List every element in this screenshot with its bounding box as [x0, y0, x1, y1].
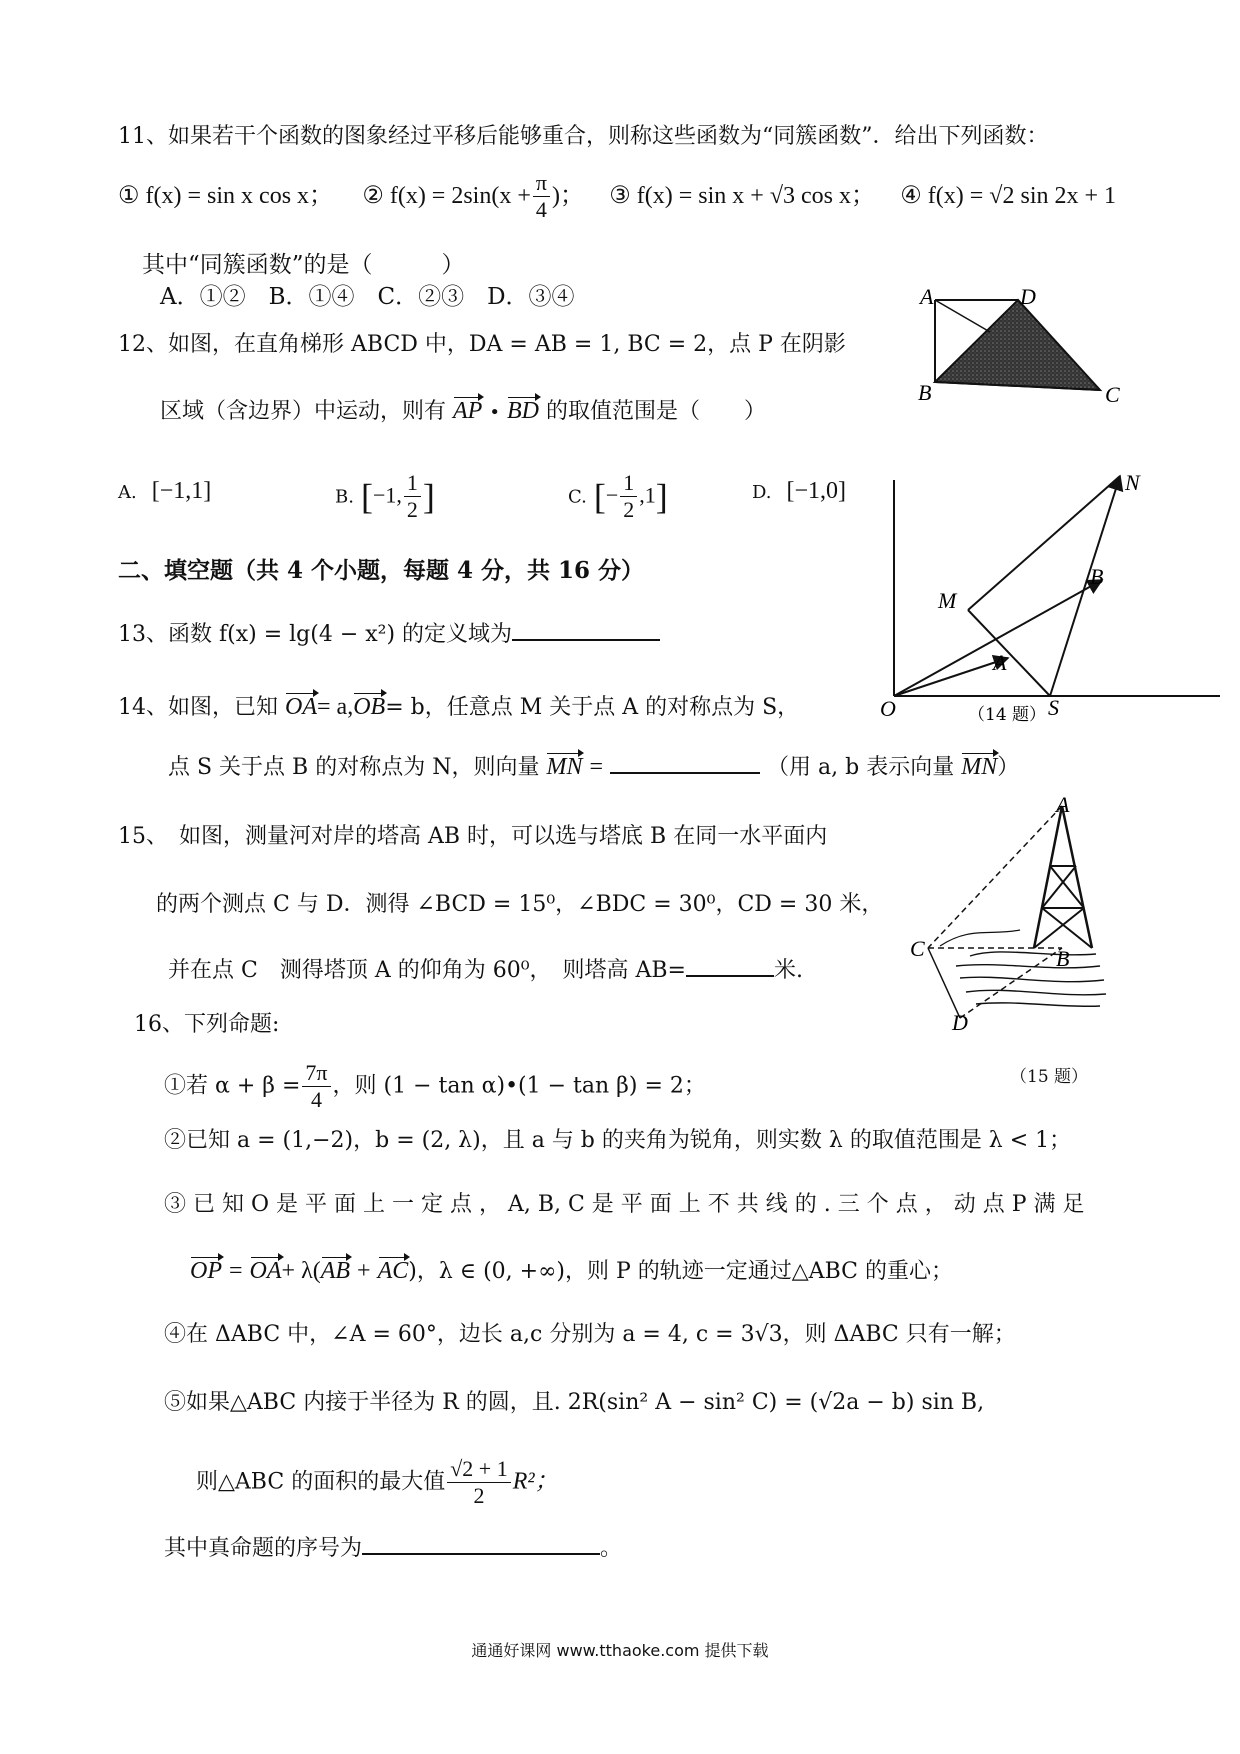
q16-prop3-line1: ③ 已 知 O 是 平 面 上 一 定 点 ， A, B, C 是 平 面 上 不 共 线 的 . 三 个 点 ， 动 点 P 满 足 [164, 1192, 1085, 1217]
q11-f4: ④ f(x) = √2 sin 2x + 1 [900, 183, 1117, 209]
q14-label-N: N [1125, 470, 1140, 495]
q12-option-B: B. [−1, $\frac{1}{2}$ ] [335, 470, 435, 522]
q15-label-D: D [952, 1010, 968, 1031]
q14-caption: （14 题） [968, 705, 1047, 725]
q14-vec-OB: OB [353, 694, 386, 720]
q16-prop5-line1: ⑤如果△ABC 内接于半径为 R 的圆，且. 2R(sin² A − sin² C) = (√2a − b) sin B, [164, 1390, 985, 1415]
q16-vec-AB: AB [320, 1258, 351, 1284]
q16-prop4: ④在 ΔABC 中，∠A = 60°，边长 a,c 分别为 a = 4, c = 3√3，则 ΔABC 只有一解； [164, 1322, 1016, 1347]
q11-options: A．①② B．①④ C．②③ D．③④ [160, 284, 575, 310]
q16-prop2: ②已知 a = (1,−2)，b = (2, λ)，且 a 与 b 的夹角为锐角，则实数 λ 的取值范围是 λ < 1； [164, 1128, 1072, 1153]
q11-f2-pre: ② f(x) = 2sin(x + [362, 183, 531, 209]
q12-option-D: D. [−1,0] [752, 478, 847, 504]
q14-answer-blank[interactable] [610, 772, 760, 774]
q15-label-C: C [910, 936, 925, 961]
q16-head: 16、下列命题: [134, 1012, 280, 1037]
q11-functions [118, 170, 1116, 223]
q14-vec-MN: MN [546, 754, 583, 780]
q15-label-A: A [1056, 796, 1070, 817]
q12-option-A: A. [−1,1] [118, 478, 212, 504]
q11-f1: ① f(x) = sin x cos x； [118, 183, 334, 209]
q14-label-S: S [1048, 695, 1059, 720]
q11-stem: 11、如果若干个函数的图象经过平移后能够重合，则称这些函数为“同簇函数”．给出下列函数： [118, 124, 1049, 149]
q12-label-A: A [920, 284, 934, 309]
q11-f2-post: )； [551, 183, 584, 209]
q14-label-A: A [993, 650, 1007, 675]
q12-line2: 区域（含边界）中运动，则有 AP • BD 的取值范围是（ ） [160, 398, 766, 424]
q16-vec-AC: AC [377, 1258, 409, 1284]
q15-answer-blank[interactable] [686, 975, 774, 977]
q14-label-M: M [938, 588, 957, 613]
q14-label-B: B [1090, 564, 1104, 589]
q12-label-B: B [918, 380, 932, 405]
q15-caption: （15 题） [1010, 1067, 1089, 1087]
q12-line1: 12、如图，在直角梯形 ABCD 中，DA = AB = 1, BC = 2，点 P 在阴影 [118, 332, 846, 357]
q16-vec-OA: OA [249, 1258, 282, 1284]
q15-line3: 并在点 C 测得塔顶 A 的仰角为 60⁰， 则塔高 AB= 米. [168, 958, 803, 983]
q11-f2-fraction: $\frac{\pi}{4}$ [533, 170, 550, 223]
q14-vector-figure [880, 470, 1225, 730]
q14-vec-OA: OA [285, 694, 317, 720]
q16-prop1: ①若 α + β = $\frac{7\pi}{4}$ ，则 (1 − tan α)•(1 − tan β) = 2； [164, 1060, 706, 1112]
q11-ask: 其中“同簇函数”的是（ ） [142, 252, 465, 278]
q14-line2: 点 S 关于点 B 的对称点为 N，则向量 MN = （用 a, b 表示向量 MN） [168, 754, 1020, 780]
page-footer: 通通好课网 www.tthaoke.com 提供下载 [471, 1641, 769, 1660]
section-fill-in-title: 二、填空题（共 4 个小题，每题 4 分，共 16 分） [118, 557, 645, 584]
q14-label-O: O [880, 696, 896, 721]
q14-line1: 14、如图，已知 OA= a,OB= b，任意点 M 关于点 A 的对称点为 S， [118, 694, 800, 720]
q12-vec-BD: BD [506, 398, 539, 424]
q13-line: 13、函数 f(x) = lg(4 − x²) 的定义域为 [118, 620, 660, 650]
q12-trapezoid-figure [900, 282, 1140, 412]
q12-vec-AP: AP [453, 398, 483, 424]
q14-vec-MN-2: MN [961, 754, 998, 780]
q12-option-C: C. [− $\frac{1}{2}$ ,1] [568, 470, 668, 522]
q15-line2: 的两个测点 C 与 D．测得 ∠BCD = 15⁰，∠BDC = 30⁰，CD = 30 米， [156, 892, 884, 917]
q13-answer-blank[interactable] [512, 639, 660, 641]
q16-vec-OP: OP [190, 1258, 222, 1284]
q15-label-B: B [1056, 946, 1070, 971]
q16-answer-blank[interactable] [362, 1553, 600, 1555]
q11-f3: ③ f(x) = sin x + √3 cos x； [609, 183, 875, 209]
q16-prop3-line2: OP = OA+ λ(AB + AC)，λ ∈ (0, +∞)，则 P 的轨迹一定通过△ABC 的重心； [190, 1258, 953, 1284]
q16-prop5-line2: 则△ABC 的面积的最大值 $\frac{√2 + 1}{2}$ R²； [196, 1456, 559, 1508]
q15-line1: 15、 如图，测量河对岸的塔高 AB 时，可以选与塔底 B 在同一水平面内 [118, 824, 828, 849]
q12-label-C: C [1105, 382, 1120, 407]
q12-label-D: D [1020, 284, 1036, 309]
q15-tower-figure [900, 796, 1130, 1031]
q16-answer-line: 其中真命题的序号为 。 [164, 1536, 623, 1561]
